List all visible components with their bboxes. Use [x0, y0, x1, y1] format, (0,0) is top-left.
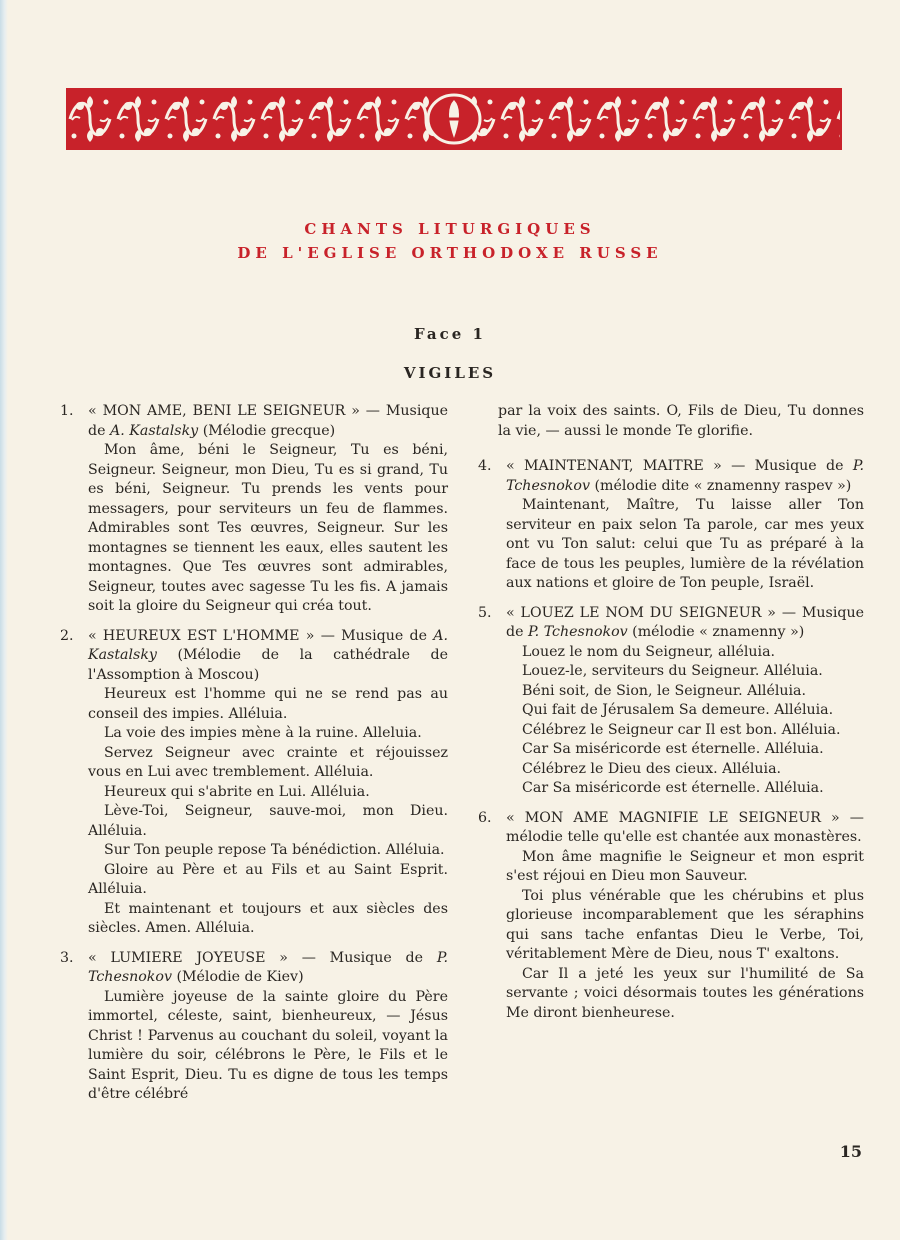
verse-line: Qui fait de Jérusalem Sa demeure. Alléluia.	[522, 702, 834, 718]
chant-entry-5	[478, 604, 864, 799]
entry-text: La voie des impies mène à la ruine. Alleluia.	[104, 725, 422, 741]
entry-number: 3.	[60, 949, 74, 966]
page-number: 15	[839, 1142, 862, 1161]
entry-heading: 4. « MAINTENANT, MAITRE » — Musique de P. Tchesnokov (mélodie dite « znamenny raspev »)	[478, 458, 864, 494]
verse-line: Célébrez le Dieu des cieux. Alléluia.	[522, 760, 782, 777]
entry-text: Maintenant, Maître, Tu laisse aller Ton serviteur en paix selon Ta parole, car mes yeux ont vu Ton salut: celui que Tu as préparé à la face de tous les peuples, lumière de la révélation aux nations et gloire de Ton peuple, Israël.	[506, 497, 864, 591]
composer-name: P. Tchesnokov	[528, 624, 628, 640]
title-line-1: CHANTS LITURGIQUES	[304, 220, 596, 238]
entry-number: 6.	[478, 809, 492, 826]
chant-entry-3	[60, 949, 448, 1105]
left-column	[60, 402, 448, 1115]
entry-text: Mon âme magnifie le Seigneur et mon esprit s'est réjoui en Dieu mon Sauveur.	[506, 848, 864, 884]
composer-name: P. Tchesnokov	[506, 458, 864, 494]
entry-text: Servez Seigneur avec crainte et réjouissez vous en Lui avec tremblement. Alléluia.	[88, 744, 448, 780]
entry-heading: 5. « LOUEZ LE NOM DU SEIGNEUR » — Musique de P. Tchesnokov (mélodie « znamenny »)	[478, 604, 864, 640]
entry-text: Et maintenant et toujours et aux siècles des siècles. Amen. Alléluia.	[88, 900, 448, 936]
entry-heading: 6. « MON AME MAGNIFIE LE SEIGNEUR » — mélodie telle qu'elle est chantée aux monastères.	[478, 809, 864, 845]
chant-entry-4	[478, 457, 864, 594]
chant-entry-6	[478, 809, 864, 1024]
entry-text: Mon âme, béni le Seigneur, Tu es béni, Seigneur. Seigneur, mon Dieu, Tu es si grand, Tu es béni, Seigneur. Tu prends les vents pour messagers, pour serviteurs un feu de flammes. Admirables sont Tes œuvres, Seigneur. Sur les montagnes se tiennent les eaux, elles sautent les montagnes. Que Tes œuvres sont admirables, Seigneur, toutes avec sagesse Tu les fis. A jamais soit la gloire du Seigneur qui créa tout.	[88, 442, 448, 614]
scan-edge	[0, 0, 8, 1240]
title-line-2: DE L'EGLISE ORTHODOXE RUSSE	[237, 244, 663, 262]
composer-name: P. Tchesnokov	[88, 949, 448, 985]
entry-text: Gloire au Père et au Fils et au Saint Esprit. Alléluia.	[88, 861, 448, 897]
section-heading: VIGILES	[403, 364, 497, 382]
verse-line: Louez-le, serviteurs du Seigneur. Alléluia.	[522, 663, 823, 679]
chant-entry-1	[60, 402, 448, 617]
entry-text: Heureux qui s'abrite en Lui. Alléluia.	[104, 783, 370, 800]
entry-number: 2.	[60, 627, 74, 644]
entry-heading: 2. « HEUREUX EST L'HOMME » — Musique de A. Kastalsky (Mélodie de la cathédrale de l'Assomption à Moscou)	[60, 627, 448, 683]
verse-line: Car Sa miséricorde est éternelle. Alléluia.	[522, 780, 824, 796]
entry-text: Lève-Toi, Seigneur, sauve-moi, mon Dieu. Alléluia.	[88, 803, 448, 839]
entry-number: 1.	[60, 403, 74, 419]
chant-entry-2	[60, 627, 448, 939]
floral-ornament-banner	[66, 88, 842, 150]
entry-text: Heureux est l'homme qui ne se rend pas au conseil des impies. Alléluia.	[88, 686, 448, 722]
verse-line: Béni soit, de Sion, le Seigneur. Alléluia.	[522, 682, 807, 699]
face-heading: Face 1	[414, 325, 486, 343]
entry-text: Lumière joyeuse de la sainte gloire du Père immortel, céleste, saint, bienheureux, — Jésus Christ ! Parvenus au couchant du soleil, voyant la lumière du soir, célébrons le Père, le Fils et le Saint Esprit, Dieu. Tu es digne de tous les temps d'être célébré	[88, 988, 448, 1102]
entry-3-continuation: par la voix des saints. O, Fils de Dieu, Tu donnes la vie, — aussi le monde Te glorifie.	[498, 403, 864, 439]
entry-number: 4.	[478, 458, 492, 474]
entry-text: Sur Ton peuple repose Ta bénédiction. Alléluia.	[104, 842, 445, 858]
composer-name: A. Kastalsky	[110, 422, 199, 439]
entry-text: Toi plus vénérable que les chérubins et plus glorieuse incomparablement que les séraphins qui sans tache enfantas Dieu le Verbe, Toi, véritablement Mère de Dieu, nous T' exaltons.	[506, 887, 864, 962]
verse-line: Car Sa miséricorde est éternelle. Alléluia.	[522, 741, 824, 757]
composer-name: A. Kastalsky	[88, 627, 448, 663]
entry-heading: 1. « MON AME, BENI LE SEIGNEUR » — Musique de A. Kastalsky (Mélodie grecque)	[60, 403, 448, 439]
entry-heading: 3. « LUMIERE JOYEUSE » — Musique de P. Tchesnokov (Mélodie de Kiev)	[60, 949, 448, 985]
right-column	[478, 402, 864, 1033]
entry-number: 5.	[478, 604, 492, 621]
verse-line: Célébrez le Seigneur car Il est bon. Alléluia.	[522, 721, 841, 738]
entry-text: Car Il a jeté les yeux sur l'humilité de Sa servante ; voici désormais toutes les générations Me diront bienheurese.	[506, 965, 864, 1021]
verse-line: Louez le nom du Seigneur, alléluia.	[522, 643, 776, 660]
